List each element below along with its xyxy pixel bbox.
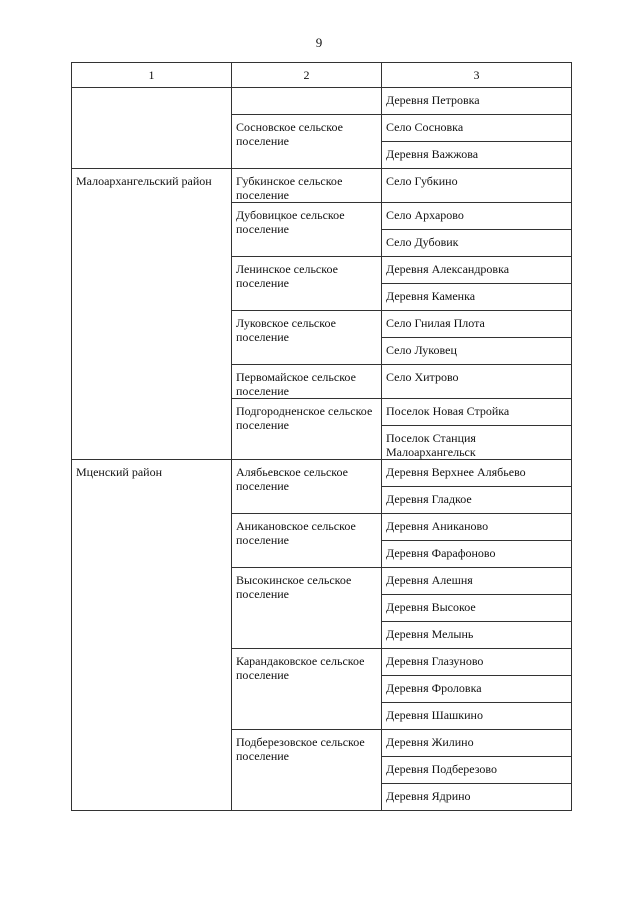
settlement-cell: Деревня Петровка [382, 88, 572, 115]
poselenie-cell: Алябьевское сельское поселение [232, 460, 382, 514]
poselenie-cell: Подберезовское сельское поселение [232, 730, 382, 811]
settlement-cell: Деревня Фроловка [382, 676, 572, 703]
district-cell: Малоархангельский район [72, 169, 232, 460]
poselenie-cell: Ленинское сельское поселение [232, 257, 382, 311]
column-header-3: 3 [382, 63, 572, 88]
table-row [72, 88, 572, 115]
poselenie-cell: Подгородненское сельское поселение [232, 399, 382, 460]
settlement-cell: Деревня Каменка [382, 284, 572, 311]
settlement-cell: Село Хитрово [382, 365, 572, 399]
settlement-cell: Деревня Александровка [382, 257, 572, 284]
settlement-cell: Деревня Аниканово [382, 514, 572, 541]
settlement-cell: Село Луковец [382, 338, 572, 365]
page-number: 9 [315, 35, 323, 50]
poselenie-cell: Губкинское сельское поселение [232, 169, 382, 203]
poselenie-cell: Карандаковское сельское поселение [232, 649, 382, 730]
settlement-cell: Деревня Жилино [382, 730, 572, 757]
column-header-1: 1 [72, 63, 232, 88]
settlement-cell: Поселок Станция Малоархангельск [382, 426, 572, 460]
settlement-cell: Поселок Новая Стройка [382, 399, 572, 426]
settlement-cell: Деревня Гладкое [382, 487, 572, 514]
settlement-cell: Деревня Шашкино [382, 703, 572, 730]
settlements-table [71, 62, 572, 811]
settlement-cell: Село Гнилая Плота [382, 311, 572, 338]
settlement-cell: Деревня Важжова [382, 142, 572, 169]
district-cell [72, 88, 232, 169]
settlement-cell: Деревня Мелынь [382, 622, 572, 649]
poselenie-cell: Аникановское сельское поселение [232, 514, 382, 568]
table-body [72, 88, 572, 811]
settlement-cell: Село Дубовик [382, 230, 572, 257]
column-header-2: 2 [232, 63, 382, 88]
poselenie-cell: Первомайское сельское поселение [232, 365, 382, 399]
settlement-cell: Деревня Фарафоново [382, 541, 572, 568]
poselenie-cell: Высокинское сельское поселение [232, 568, 382, 649]
settlement-cell: Деревня Подберезово [382, 757, 572, 784]
settlement-cell: Деревня Верхнее Алябьево [382, 460, 572, 487]
settlement-cell: Деревня Ядрино [382, 784, 572, 811]
settlement-cell: Село Архарово [382, 203, 572, 230]
poselenie-cell [232, 88, 382, 115]
poselenie-cell: Луковское сельское поселение [232, 311, 382, 365]
table-row [72, 169, 572, 203]
settlement-cell: Село Сосновка [382, 115, 572, 142]
table-header-row [72, 63, 572, 88]
settlement-cell: Деревня Высокое [382, 595, 572, 622]
table-row [72, 460, 572, 487]
district-cell: Мценский район [72, 460, 232, 811]
poselenie-cell: Дубовицкое сельское поселение [232, 203, 382, 257]
settlement-cell: Село Губкино [382, 169, 572, 203]
poselenie-cell: Сосновское сельское поселение [232, 115, 382, 169]
settlement-cell: Деревня Глазуново [382, 649, 572, 676]
settlement-cell: Деревня Алешня [382, 568, 572, 595]
